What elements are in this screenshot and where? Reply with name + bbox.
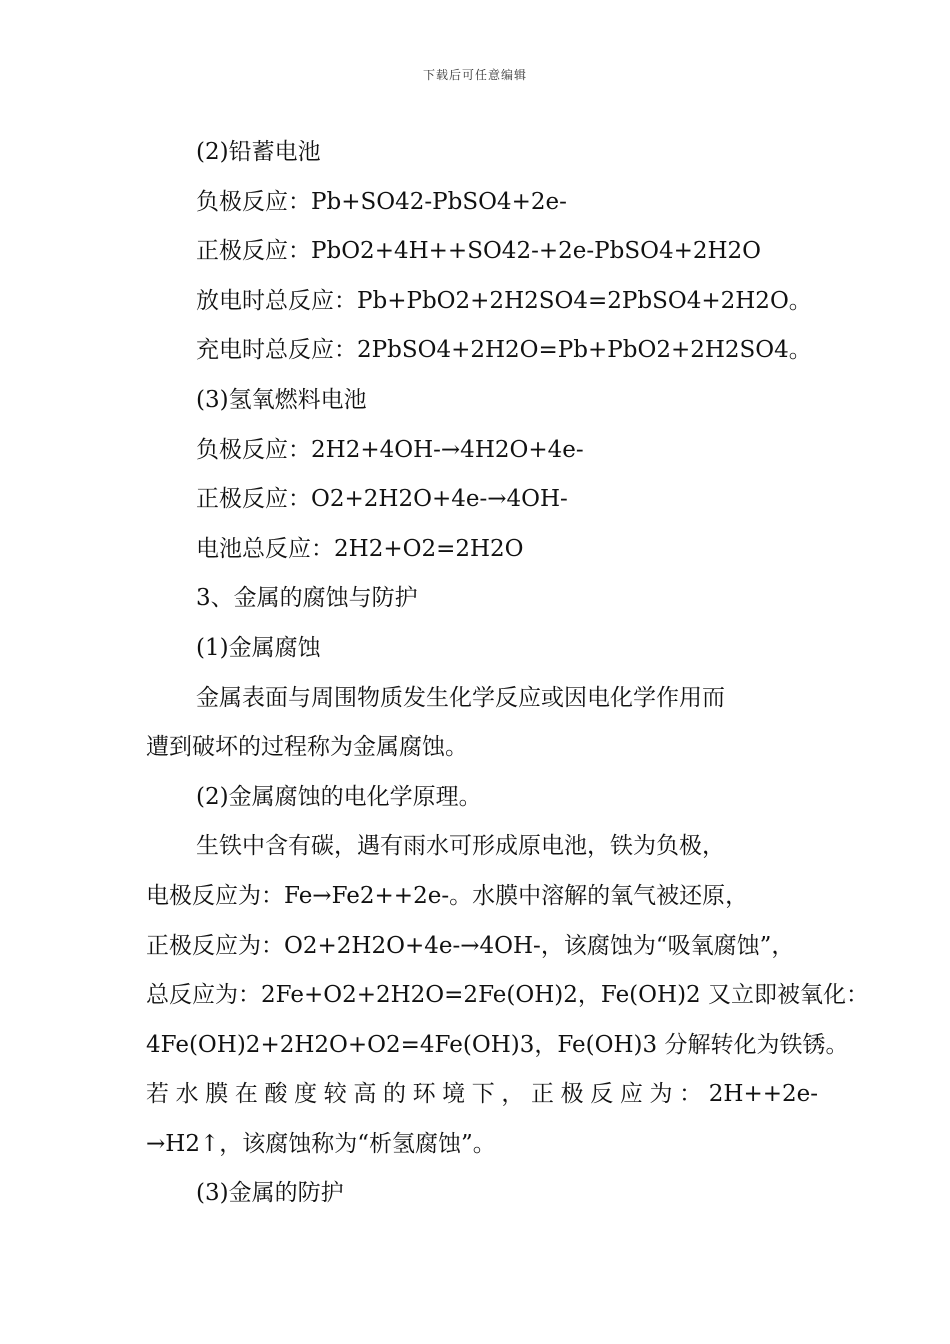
subsection-heading: (1)金属腐蚀 bbox=[196, 634, 321, 661]
paragraph-line: →H2↑，该腐蚀称为“析氢腐蚀”。 bbox=[146, 1130, 496, 1157]
paragraph-line: 遭到破坏的过程称为金属腐蚀。 bbox=[146, 734, 468, 761]
paragraph-line: 负极反应：2H2+4OH-→4H2O+4e- bbox=[196, 436, 584, 463]
page-header: 下载后可任意编辑 bbox=[422, 68, 527, 82]
section-heading-corrosion: 3、金属的腐蚀与防护 bbox=[196, 585, 418, 612]
paragraph-line: 正极反应：O2+2H2O+4e-→4OH- bbox=[196, 486, 568, 513]
subsection-heading: (3)金属的防护 bbox=[196, 1180, 344, 1207]
paragraph-line: 生铁中含有碳，遇有雨水可形成原电池，铁为负极， bbox=[196, 833, 725, 860]
section-heading-lead-battery: (2)铅蓄电池 bbox=[196, 139, 321, 165]
paragraph-line: 电池总反应：2H2+O2=2H2O bbox=[196, 535, 524, 562]
paragraph-line: 充电时总反应：2PbSO4+2H2O=Pb+PbO2+2H2SO4。 bbox=[196, 337, 812, 364]
paragraph-line: 放电时总反应：Pb+PbO2+2H2SO4=2PbSO4+2H2O。 bbox=[196, 287, 812, 314]
paragraph-line: 金属表面与周围物质发生化学反应或因电化学作用而 bbox=[196, 684, 725, 711]
paragraph-line: 4Fe(OH)2+2H2O+O2=4Fe(OH)3，Fe(OH)3 分解转化为铁锈。 bbox=[146, 1031, 849, 1058]
subsection-heading: (2)金属腐蚀的电化学原理。 bbox=[196, 783, 482, 810]
paragraph-line: 电极反应为：Fe→Fe2++2e-。水膜中溶解的氧气被还原， bbox=[146, 882, 749, 909]
paragraph-line: 正极反应为：O2+2H2O+4e-→4OH-，该腐蚀为“吸氧腐蚀”， bbox=[146, 932, 795, 959]
section-heading-fuel-cell: (3)氢氧燃料电池 bbox=[196, 386, 367, 413]
paragraph-line: 负极反应：Pb+SO42-PbSO4+2e- bbox=[196, 188, 567, 215]
paragraph-line: 总反应为：2Fe+O2+2H2O=2Fe(OH)2，Fe(OH)2 又立即被氧化： bbox=[146, 982, 869, 1009]
paragraph-line: 正极反应：PbO2+4H++SO42-+2e-PbSO4+2H2O bbox=[196, 238, 762, 265]
document-body bbox=[146, 128, 869, 1219]
paragraph-line: 若水膜在酸度较高的环境下，正极反应为：2H++2e- bbox=[146, 1081, 818, 1108]
